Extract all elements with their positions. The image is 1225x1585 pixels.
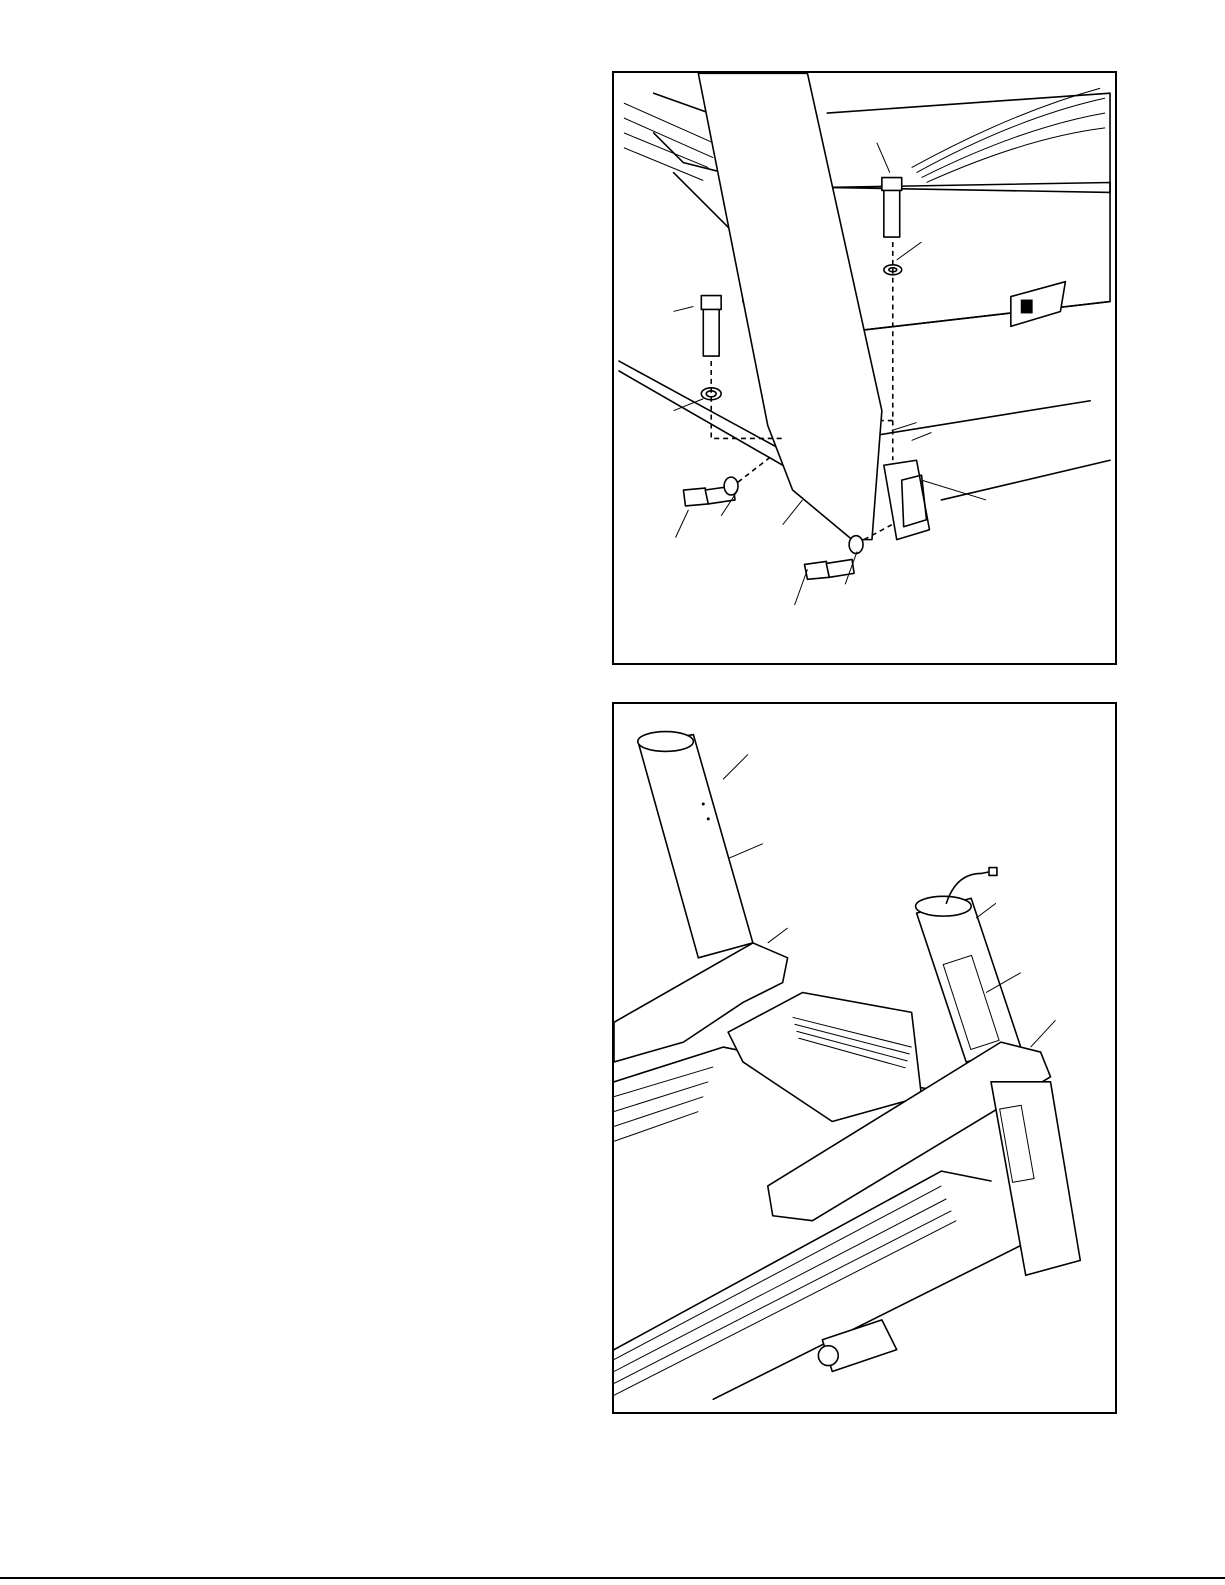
left-upright <box>639 735 753 958</box>
left-upright-hole-1 <box>702 803 705 806</box>
side-bolt-right-shank <box>826 559 854 577</box>
side-washer-right <box>849 536 863 554</box>
side-bolt-left-head <box>683 488 708 506</box>
right-upright-top <box>916 896 972 916</box>
left-upright-top <box>638 732 694 752</box>
left-upright-hole-2 <box>707 817 710 820</box>
bolt-head-left <box>701 296 721 310</box>
footer-rule <box>0 1577 1225 1579</box>
side-guide-left <box>738 455 773 482</box>
right-base-bracket <box>991 1082 1080 1275</box>
bolt-head-right <box>882 178 902 191</box>
side-bolt-right-head <box>804 561 829 579</box>
deck-left-stripes <box>614 1067 713 1141</box>
motor-hood-front <box>827 182 1110 331</box>
hood-vent-lines <box>912 88 1105 182</box>
roller-wheel <box>818 1346 838 1366</box>
hood-lower-edge <box>852 302 1110 332</box>
wire-connector <box>989 868 997 876</box>
upright-attachment-figure <box>612 71 1117 665</box>
upright-tube <box>698 73 882 539</box>
handrail-assembly-figure <box>612 702 1117 1414</box>
bolt-shank-left <box>703 306 719 356</box>
bolt-shank-right <box>884 187 900 237</box>
belt-lines <box>624 103 713 180</box>
upright-bracket <box>884 460 930 539</box>
upright-attachment-drawing <box>614 73 1115 663</box>
power-switch <box>1011 282 1066 327</box>
switch-rocker <box>1021 300 1033 314</box>
right-upright <box>917 898 1021 1062</box>
handrail-assembly-drawing <box>614 704 1115 1412</box>
